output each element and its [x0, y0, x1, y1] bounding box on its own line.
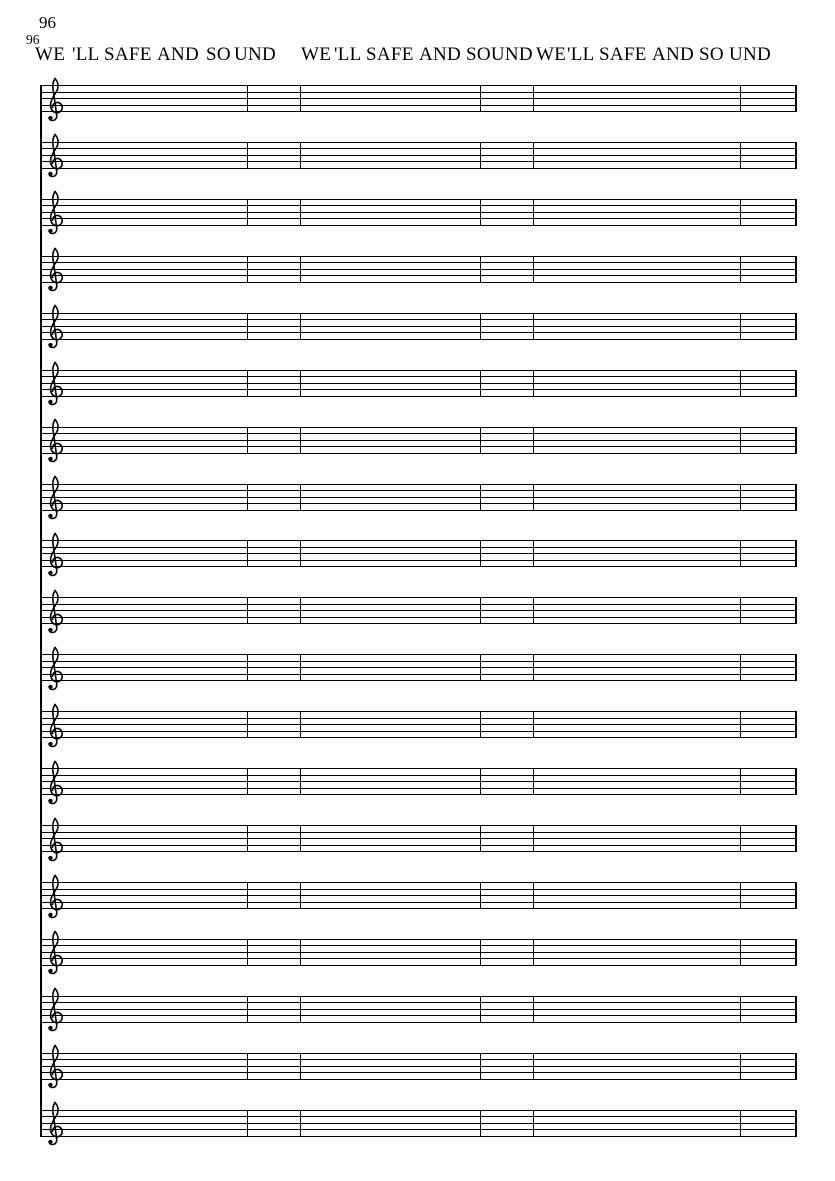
final-barline	[795, 768, 797, 795]
final-barline	[795, 484, 797, 511]
barline	[480, 996, 481, 1023]
staff	[40, 1053, 796, 1080]
staff-line	[40, 282, 796, 283]
staff-line	[40, 1079, 796, 1080]
barline	[247, 711, 248, 738]
barline	[480, 142, 481, 169]
staff-line	[40, 453, 796, 454]
lyric-syllable: 'LL	[334, 44, 362, 65]
staff-line	[40, 161, 796, 162]
lyric-syllable: AND	[652, 44, 695, 65]
staff-line	[40, 674, 796, 675]
staff-line	[40, 503, 796, 504]
staff-line	[40, 212, 796, 213]
barline	[247, 370, 248, 397]
treble-clef-icon	[43, 760, 66, 805]
barline	[533, 939, 534, 966]
barline	[480, 313, 481, 340]
staff	[40, 256, 796, 283]
staff-line	[40, 1066, 796, 1067]
staff-line	[40, 370, 796, 371]
staff-line	[40, 610, 796, 611]
staff-line	[40, 908, 796, 909]
lyric-syllable: WE	[536, 44, 567, 65]
staff-line	[40, 1053, 796, 1054]
barline	[533, 654, 534, 681]
barline	[247, 1053, 248, 1080]
barline	[300, 882, 301, 909]
staff-line	[40, 794, 796, 795]
final-barline	[795, 711, 797, 738]
staff-line	[40, 1129, 796, 1130]
final-barline	[795, 313, 797, 340]
staff-line	[40, 1116, 796, 1117]
staff-line	[40, 205, 796, 206]
lyric-syllable: UND	[729, 44, 772, 65]
barline	[247, 256, 248, 283]
barline	[533, 370, 534, 397]
barline	[740, 1053, 741, 1080]
barline	[533, 996, 534, 1023]
staff-line	[40, 148, 796, 149]
barline	[247, 996, 248, 1023]
treble-clef-icon	[43, 1044, 66, 1089]
staff-line	[40, 319, 796, 320]
measure-number-large: 96	[39, 13, 56, 32]
treble-clef-icon	[43, 987, 66, 1032]
measure-number-small: 96	[26, 32, 40, 47]
barline	[740, 711, 741, 738]
lyric-syllable: SOUND	[466, 44, 533, 65]
staff-line	[40, 111, 796, 112]
staff-line	[40, 142, 796, 143]
barline	[480, 882, 481, 909]
barline	[740, 199, 741, 226]
barline	[247, 427, 248, 454]
barline	[480, 939, 481, 966]
staff-line	[40, 667, 796, 668]
barline	[480, 199, 481, 226]
barline	[740, 313, 741, 340]
barline	[300, 939, 301, 966]
staff-line	[40, 168, 796, 169]
staff-line	[40, 510, 796, 511]
staff	[40, 484, 796, 511]
barline	[300, 711, 301, 738]
barline	[740, 370, 741, 397]
barline	[533, 711, 534, 738]
staff	[40, 597, 796, 624]
staff-line	[40, 313, 796, 314]
staff-line	[40, 326, 796, 327]
staff-line	[40, 332, 796, 333]
barline	[300, 85, 301, 112]
staff-line	[40, 845, 796, 846]
barline	[740, 768, 741, 795]
barline	[247, 199, 248, 226]
barline	[480, 427, 481, 454]
final-barline	[795, 1053, 797, 1080]
staff-line	[40, 92, 796, 93]
staff-line	[40, 1136, 796, 1137]
lyric-syllable: SAFE	[366, 44, 414, 65]
lyric-syllable: SAFE	[104, 44, 152, 65]
barline	[247, 142, 248, 169]
lyric-syllable: 'LL	[72, 44, 100, 65]
barline	[740, 142, 741, 169]
barline	[740, 1110, 741, 1137]
barline	[740, 484, 741, 511]
staff-line	[40, 895, 796, 896]
staff-line	[40, 680, 796, 681]
barline	[740, 597, 741, 624]
staff	[40, 540, 796, 567]
barline	[247, 597, 248, 624]
barline	[247, 825, 248, 852]
barline	[300, 256, 301, 283]
staff-line	[40, 775, 796, 776]
final-barline	[795, 1110, 797, 1137]
staff	[40, 85, 796, 112]
treble-clef-icon	[43, 703, 66, 748]
staff-line	[40, 996, 796, 997]
staff-line	[40, 553, 796, 554]
barline	[480, 1110, 481, 1137]
barline	[480, 484, 481, 511]
lyric-syllable: AND	[157, 44, 200, 65]
staff-line	[40, 617, 796, 618]
barline	[533, 484, 534, 511]
final-barline	[795, 654, 797, 681]
staff-line	[40, 85, 796, 86]
treble-clef-icon	[43, 190, 66, 235]
staff-line	[40, 339, 796, 340]
lyric-syllable: UND	[234, 44, 277, 65]
staff-line	[40, 433, 796, 434]
lyric-syllable: WE	[301, 44, 332, 65]
staff-line	[40, 623, 796, 624]
staff-line	[40, 1072, 796, 1073]
barline	[533, 199, 534, 226]
staff-line	[40, 446, 796, 447]
staff-line	[40, 851, 796, 852]
final-barline	[795, 142, 797, 169]
staff-line	[40, 1123, 796, 1124]
staff-line	[40, 788, 796, 789]
staff-line	[40, 768, 796, 769]
barline	[300, 825, 301, 852]
staff-line	[40, 155, 796, 156]
staff-line	[40, 711, 796, 712]
staff-line	[40, 199, 796, 200]
staff-line	[40, 484, 796, 485]
staff-line	[40, 383, 796, 384]
staff-line	[40, 832, 796, 833]
treble-clef-icon	[43, 646, 66, 691]
final-barline	[795, 370, 797, 397]
barline	[247, 1110, 248, 1137]
staff	[40, 370, 796, 397]
staff	[40, 882, 796, 909]
staff-line	[40, 654, 796, 655]
staff-line	[40, 275, 796, 276]
barline	[247, 85, 248, 112]
staff-line	[40, 661, 796, 662]
staff-line	[40, 396, 796, 397]
barline	[300, 427, 301, 454]
barline	[300, 654, 301, 681]
staff-line	[40, 269, 796, 270]
barline	[480, 654, 481, 681]
treble-clef-icon	[43, 532, 66, 577]
staff-line	[40, 731, 796, 732]
barline	[247, 654, 248, 681]
barline	[247, 939, 248, 966]
barline	[300, 313, 301, 340]
staff	[40, 996, 796, 1023]
staff-line	[40, 218, 796, 219]
treble-clef-icon	[43, 1101, 66, 1146]
barline	[480, 711, 481, 738]
lyric-syllable: SO	[699, 44, 724, 65]
barline	[533, 313, 534, 340]
barline	[740, 825, 741, 852]
staff-line	[40, 1022, 796, 1023]
barline	[533, 85, 534, 112]
treble-clef-icon	[43, 475, 66, 520]
staff	[40, 142, 796, 169]
treble-clef-icon	[43, 77, 66, 122]
barline	[533, 1053, 534, 1080]
treble-clef-icon	[43, 304, 66, 349]
staff-line	[40, 497, 796, 498]
barline	[480, 370, 481, 397]
lyric-syllable: SO	[206, 44, 231, 65]
final-barline	[795, 597, 797, 624]
staff-line	[40, 427, 796, 428]
barline	[533, 540, 534, 567]
barline	[533, 142, 534, 169]
barline	[300, 484, 301, 511]
final-barline	[795, 85, 797, 112]
barline	[740, 427, 741, 454]
barline	[247, 484, 248, 511]
staff-line	[40, 902, 796, 903]
staff	[40, 199, 796, 226]
staff-line	[40, 958, 796, 959]
staff-line	[40, 540, 796, 541]
staff-line	[40, 256, 796, 257]
staff-line	[40, 1002, 796, 1003]
staff-line	[40, 1059, 796, 1060]
final-barline	[795, 540, 797, 567]
treble-clef-icon	[43, 874, 66, 919]
lyric-syllable: AND	[419, 44, 462, 65]
staff	[40, 711, 796, 738]
barline	[247, 540, 248, 567]
staff-line	[40, 597, 796, 598]
barline	[480, 85, 481, 112]
treble-clef-icon	[43, 817, 66, 862]
barline	[533, 825, 534, 852]
staff-line	[40, 952, 796, 953]
staff	[40, 313, 796, 340]
barline	[300, 996, 301, 1023]
staff-line	[40, 737, 796, 738]
treble-clef-icon	[43, 133, 66, 178]
final-barline	[795, 996, 797, 1023]
staff-line	[40, 105, 796, 106]
staff	[40, 1110, 796, 1137]
treble-clef-icon	[43, 418, 66, 463]
staff-line	[40, 98, 796, 99]
treble-clef-icon	[43, 247, 66, 292]
barline	[740, 939, 741, 966]
final-barline	[795, 256, 797, 283]
barline	[300, 597, 301, 624]
staff-line	[40, 882, 796, 883]
barline	[300, 199, 301, 226]
barline	[533, 256, 534, 283]
final-barline	[795, 882, 797, 909]
barline	[300, 1053, 301, 1080]
barline	[533, 597, 534, 624]
staff-line	[40, 560, 796, 561]
staff-line	[40, 604, 796, 605]
staff	[40, 768, 796, 795]
staff-line	[40, 389, 796, 390]
barline	[300, 142, 301, 169]
staff-line	[40, 440, 796, 441]
barline	[740, 85, 741, 112]
final-barline	[795, 825, 797, 852]
staff	[40, 825, 796, 852]
staff-line	[40, 718, 796, 719]
staff-line	[40, 225, 796, 226]
barline	[480, 1053, 481, 1080]
staff-line	[40, 939, 796, 940]
staff-line	[40, 376, 796, 377]
staff	[40, 939, 796, 966]
final-barline	[795, 427, 797, 454]
barline	[480, 256, 481, 283]
staff-line	[40, 825, 796, 826]
final-barline	[795, 199, 797, 226]
staff-line	[40, 724, 796, 725]
treble-clef-icon	[43, 361, 66, 406]
barline	[533, 882, 534, 909]
staff-line	[40, 781, 796, 782]
barline	[740, 996, 741, 1023]
barline	[247, 313, 248, 340]
barline	[480, 540, 481, 567]
staff-line	[40, 1110, 796, 1111]
staff-line	[40, 838, 796, 839]
staff-line	[40, 1009, 796, 1010]
staff-line	[40, 945, 796, 946]
barline	[480, 768, 481, 795]
barline	[740, 882, 741, 909]
lyric-syllable: 'LL	[567, 44, 595, 65]
barline	[300, 1110, 301, 1137]
barline	[247, 882, 248, 909]
treble-clef-icon	[43, 589, 66, 634]
barline	[300, 370, 301, 397]
final-barline	[795, 939, 797, 966]
barline	[740, 256, 741, 283]
staff	[40, 427, 796, 454]
barline	[480, 597, 481, 624]
staff-line	[40, 547, 796, 548]
barline	[533, 1110, 534, 1137]
barline	[247, 768, 248, 795]
barline	[300, 540, 301, 567]
barline	[533, 427, 534, 454]
barline	[480, 825, 481, 852]
barline	[533, 768, 534, 795]
treble-clef-icon	[43, 930, 66, 975]
lyric-syllable: SAFE	[599, 44, 647, 65]
barline	[740, 654, 741, 681]
barline	[300, 768, 301, 795]
lyric-syllable: WE	[35, 44, 66, 65]
staff-line	[40, 1015, 796, 1016]
staff-line	[40, 262, 796, 263]
staff-line	[40, 965, 796, 966]
staff-line	[40, 889, 796, 890]
staff-line	[40, 566, 796, 567]
barline	[740, 540, 741, 567]
staff-line	[40, 490, 796, 491]
staff	[40, 654, 796, 681]
